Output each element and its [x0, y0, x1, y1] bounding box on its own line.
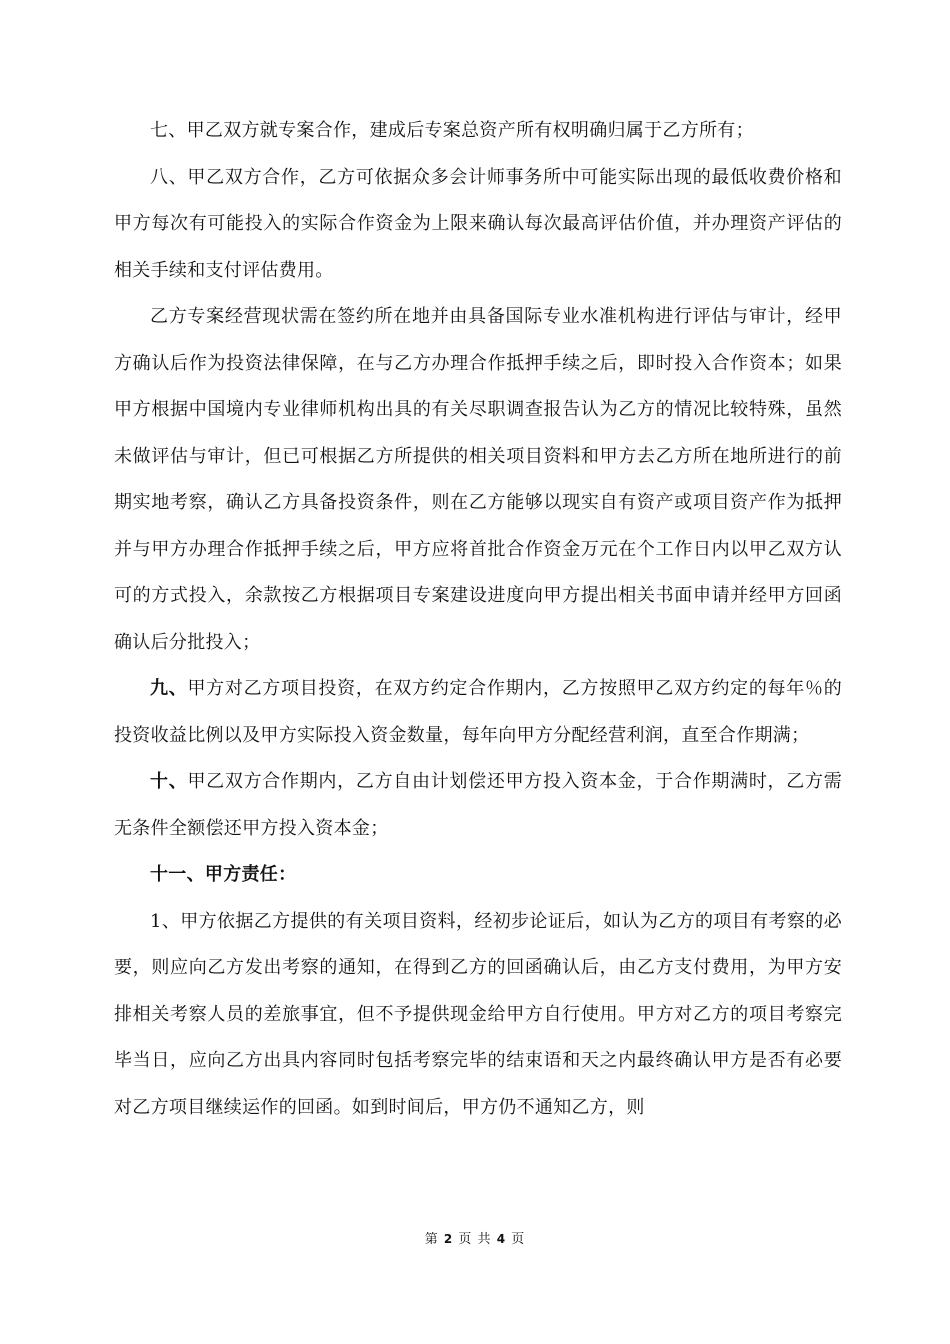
section-heading-11: 十一、甲方责任： [150, 864, 297, 885]
paragraph-10-number: 十、 [150, 771, 188, 792]
paragraph-9-text: 甲方对乙方项目投资，在双方约定合作期内，乙方按照甲乙双方约定的每年％的投资收益比例以及甲方实际投入资金数量，每年向甲方分配经营利润，直至合作期满； [114, 678, 842, 746]
footer-middle: 页 共 [458, 1232, 492, 1247]
paragraph-10-text: 甲乙双方合作期内，乙方自由计划偿还甲方投入资本金，于合作期满时，乙方需无条件全额偿还甲方投入资本金； [114, 771, 842, 839]
paragraph-8: 八、甲乙双方合作，乙方可依据众多会计师事务所中可能实际出现的最低收费价格和甲方每次有可能投入的实际合作资金为上限来确认每次最高评估价值，并办理资产评估的相关手续和支付评估费用。 [114, 166, 842, 281]
page-footer [0, 1228, 950, 1247]
footer-prefix: 第 [424, 1232, 439, 1247]
paragraph-7: 七、甲乙双方就专案合作，建成后专案总资产所有权明确归属于乙方所有； [150, 120, 754, 141]
footer-page-number: 2 [443, 1232, 454, 1246]
paragraph-10 [114, 759, 842, 852]
paragraph-11-1: 1、甲方依据乙方提供的有关项目资料，经初步论证后，如认为乙方的项目有考察的必要，则应向乙方发出考察的通知，在得到乙方的回函确认后，由乙方支付费用，为甲方安排相关考察人员的差旅事宜，但不予提供现金给甲方自行使用。甲方对乙方的项目考察完毕当日，应向乙方出具内容同时包括考察完毕的结束语和天之内最终确认甲方是否有必要对乙方项目继续运作的回函。如到时间后，甲方仍不通知乙方，则 [114, 910, 842, 1118]
document-body [114, 108, 842, 1131]
paragraph-8-continued: 乙方专案经营现状需在签约所在地并由具备国际专业水准机构进行评估与审计，经甲方确认后作为投资法律保障，在与乙方办理合作抵押手续之后，即时投入合作资本；如果甲方根据中国境内专业律师机构出具的有关尽职调查报告认为乙方的情况比较特殊，虽然未做评估与审计，但已可根据乙方所提供的相关项目资料和甲方去乙方所在地所进行的前期实地考察，确认乙方具备投资条件，则在乙方能够以现实自有资产或项目资产作为抵押并与甲方办理合作抵押手续之后，甲方应将首批合作资金万元在个工作日内以甲乙双方认可的方式投入，余款按乙方根据项目专案建设进度向甲方提出相关书面申请并经甲方回函确认后分批投入； [114, 306, 842, 653]
footer-suffix: 页 [511, 1232, 526, 1247]
paragraph-9 [114, 666, 842, 759]
paragraph-9-number: 九、 [150, 678, 188, 699]
footer-total-pages: 4 [496, 1232, 507, 1246]
